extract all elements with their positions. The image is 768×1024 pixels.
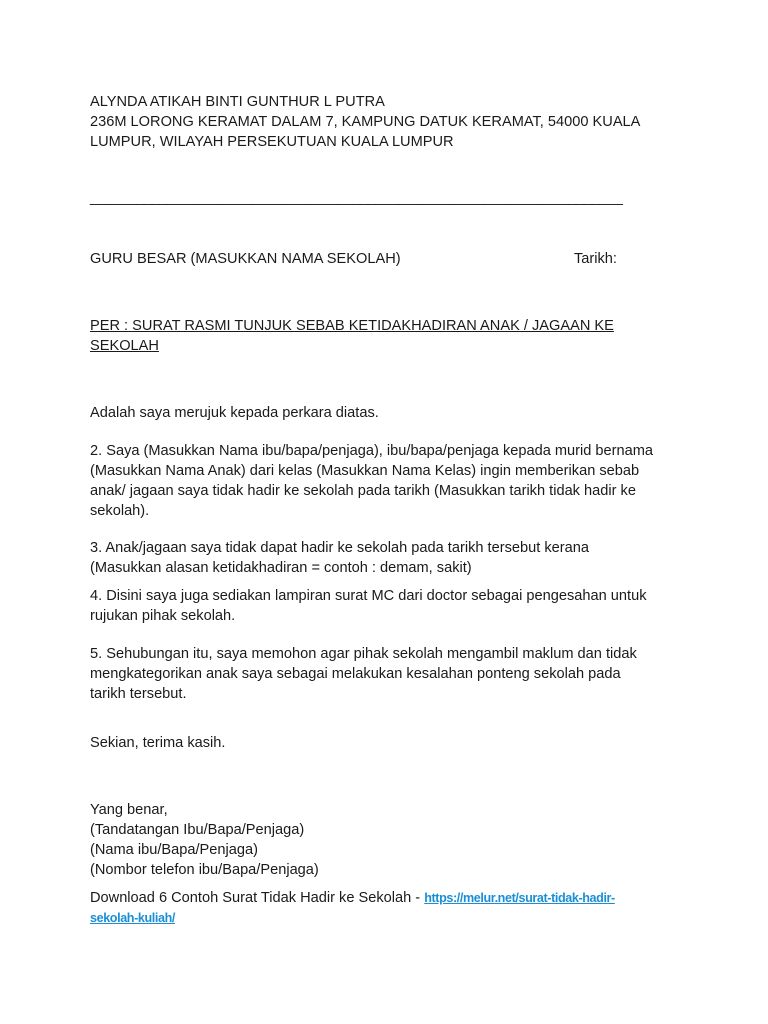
recipient: GURU BESAR (MASUKKAN NAMA SEKOLAH) <box>90 251 401 267</box>
separator-line: _____________________________________________________________________ <box>90 190 623 206</box>
paragraph-4-line: rujukan pihak sekolah. <box>90 608 236 624</box>
sender-address-line1: 236M LORONG KERAMAT DALAM 7, KAMPUNG DATUK KERAMAT, 54000 KUALA <box>90 114 641 130</box>
download-link-continued[interactable]: sekolah-kuliah/ <box>90 911 175 925</box>
signature-block <box>90 800 690 880</box>
signature-salutation: Yang benar, <box>90 802 168 818</box>
paragraph-5-line: mengkategorikan anak saya sebagai melakukan kesalahan ponteng sekolah pada <box>90 666 621 682</box>
paragraph-5-line: 5. Sehubungan itu, saya memohon agar pihak sekolah mengambil maklum dan tidak <box>90 646 637 662</box>
date-label: Tarikh: <box>574 251 617 267</box>
subject-line2: SEKOLAH <box>90 338 159 354</box>
sender-name: ALYNDA ATIKAH BINTI GUNTHUR L PUTRA <box>90 94 385 110</box>
paragraph-2 <box>90 441 690 521</box>
subject-line <box>90 316 690 356</box>
paragraph-2-line: sekolah). <box>90 503 150 519</box>
paragraph-3-line: 3. Anak/jagaan saya tidak dapat hadir ke sekolah pada tarikh tersebut kerana <box>90 540 589 556</box>
sender-block <box>90 92 690 152</box>
paragraph-4-line: 4. Disini saya juga sediakan lampiran surat MC dari doctor sebagai pengesahan untuk <box>90 588 647 604</box>
closing-line: Sekian, terima kasih. <box>90 735 226 751</box>
footer-text: Download 6 Contoh Surat Tidak Hadir ke Sekolah - <box>90 890 425 906</box>
paragraph-2-line: 2. Saya (Masukkan Nama ibu/bapa/penjaga), ibu/bapa/penjaga kepada murid bernama <box>90 443 654 459</box>
download-link[interactable]: https://melur.net/surat-tidak-hadir- <box>424 891 615 905</box>
paragraph-4 <box>90 586 690 626</box>
subject-line1: PER : SURAT RASMI TUNJUK SEBAB KETIDAKHADIRAN ANAK / JAGAAN KE <box>90 318 614 334</box>
signature-name: (Nama ibu/Bapa/Penjaga) <box>90 842 258 858</box>
paragraph-2-line: anak/ jagaan saya tidak hadir ke sekolah pada tarikh (Masukkan tarikh tidak hadir ke <box>90 483 636 499</box>
paragraph-5 <box>90 644 690 704</box>
paragraph-2-line: (Masukkan Nama Anak) dari kelas (Masukkan Nama Kelas) ingin memberikan sebab <box>90 463 640 479</box>
signature-phone: (Nombor telefon ibu/Bapa/Penjaga) <box>90 862 319 878</box>
paragraph-5-line: tarikh tersebut. <box>90 686 187 702</box>
paragraph-3 <box>90 538 690 578</box>
paragraph-3-line: (Masukkan alasan ketidakhadiran = contoh : demam, sakit) <box>90 560 472 576</box>
sender-address-line2: LUMPUR, WILAYAH PERSEKUTUAN KUALA LUMPUR <box>90 134 454 150</box>
opening-line: Adalah saya merujuk kepada perkara diatas. <box>90 405 379 421</box>
footer-download <box>90 888 710 928</box>
signature-sign: (Tandatangan Ibu/Bapa/Penjaga) <box>90 822 305 838</box>
